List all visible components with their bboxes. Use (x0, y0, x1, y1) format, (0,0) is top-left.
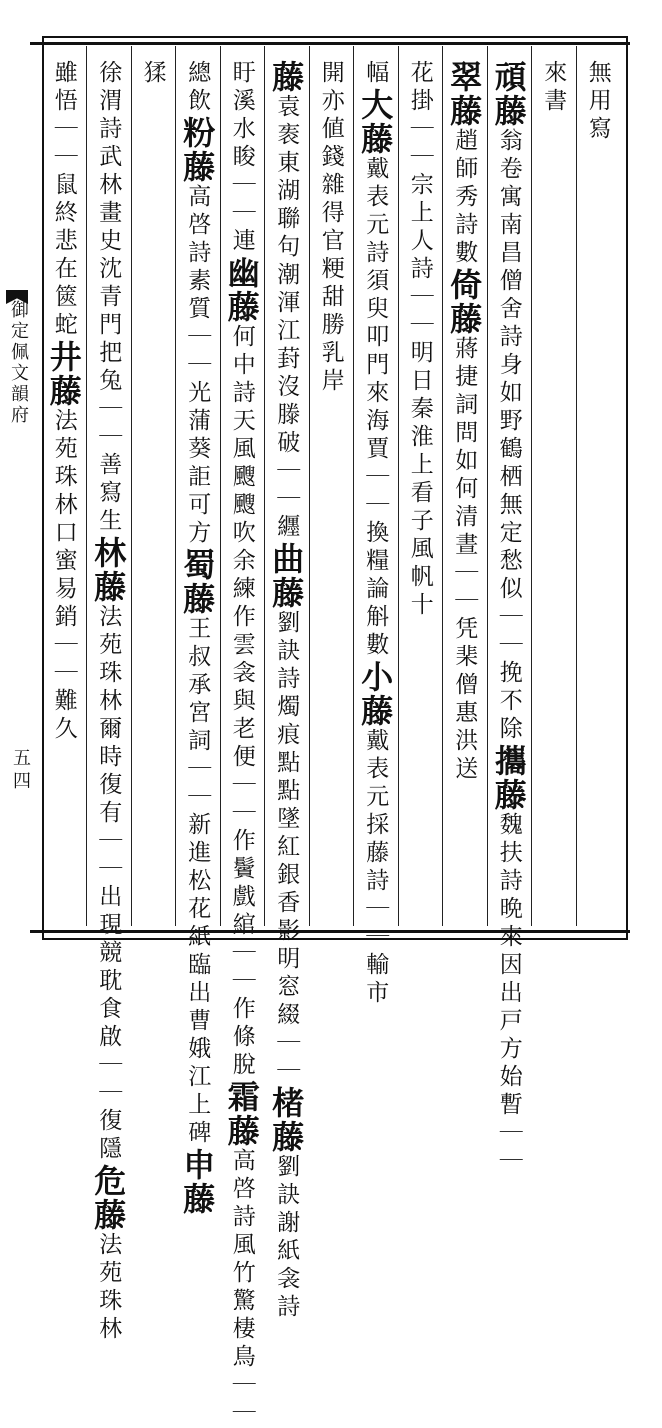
headword: 申藤 (178, 1148, 217, 1216)
text-column (42, 46, 87, 926)
column-text: 開 (317, 60, 344, 88)
column-text: 翁卷寓南昌僧舍詩身如野鶴栖無定愁似｜｜挽不除 (495, 128, 522, 744)
column-text: 蔣捷詞問如何清晝｜｜凭棐僧惠洪送 (451, 336, 478, 784)
column-text: 劉訣謝紙衾詩 (273, 1154, 300, 1322)
column-text: 高啓詩風竹驚棲鳥｜｜ (228, 1148, 255, 1428)
column-divider (442, 46, 443, 926)
column-text: 高啓詩素質｜｜光蒲葵詎可方 (184, 184, 211, 548)
column-divider (309, 46, 310, 926)
column-text: 岸 (317, 368, 344, 396)
page-number-text: 五四 (10, 748, 31, 794)
column-text: 亦値錢雜得官粳甜勝乳 (317, 88, 344, 368)
column-text: 劉訣詩燭痕點點墜紅銀香影明窓綴｜｜ (273, 610, 300, 1086)
headword: 大藤 (356, 88, 395, 156)
headword: 藤 (267, 60, 306, 94)
column-divider (86, 46, 87, 926)
column-divider (531, 46, 532, 926)
text-column (576, 46, 621, 926)
column-text: 猱 (139, 60, 166, 88)
headword: 蜀藤 (178, 548, 217, 616)
margin-title-text: 御定佩文韻府 (8, 300, 29, 426)
column-text: 戴表元採藤詩｜｜輸市 (362, 728, 389, 1008)
page-number (2, 748, 38, 794)
text-column (531, 46, 576, 926)
text-column (398, 46, 443, 926)
column-text: 法苑珠林爾時復有｜｜出現競耽食啟｜｜復隱 (95, 604, 122, 1164)
column-text: 王叔承宮詞｜｜新進松花紙臨出曹娥江上碑 (184, 616, 211, 1148)
column-divider (131, 46, 132, 926)
margin-title (2, 300, 34, 426)
column-text: 趙師秀詩數 (451, 128, 478, 268)
headword: 頑藤 (489, 60, 528, 128)
column-text: 袁袠東湖聯句潮渾江葑沒滕破｜｜纒 (273, 94, 300, 542)
column-text: 幅 (362, 60, 389, 88)
column-text: 法苑珠林 (95, 1232, 122, 1344)
column-text: 魏扶詩晩來因出戸方始暫｜｜ (495, 812, 522, 1176)
text-column (487, 46, 532, 1176)
text-column (353, 46, 398, 1008)
headword: 曲藤 (267, 542, 306, 610)
column-text: 徐渭詩武林畫史沈青門把兔｜｜善寫生 (95, 60, 122, 536)
column-text: 何中詩天風颼颼吹余練作雲衾與老便｜｜作鬢戲綰｜｜作條脫 (228, 324, 255, 1080)
headword: 粉藤 (178, 116, 217, 184)
column-divider (264, 46, 265, 926)
column-divider (398, 46, 399, 926)
headword: 幽藤 (222, 256, 261, 324)
top-rule (30, 42, 630, 45)
column-divider (487, 46, 488, 926)
text-column (309, 46, 354, 926)
headword: 倚藤 (445, 268, 484, 336)
column-text: 戴表元詩須臾叩門來海賈｜｜換糧論斛數 (362, 156, 389, 660)
column-text: 來書 (540, 60, 567, 116)
column-divider (220, 46, 221, 926)
column-text: 宗上人詩｜｜明日秦淮上看子風帆十 (406, 172, 433, 620)
text-column (131, 46, 176, 926)
column-divider (576, 46, 577, 926)
text-column (264, 46, 309, 1322)
headword: 危藤 (89, 1164, 128, 1232)
column-divider (175, 46, 176, 926)
text-column (175, 46, 220, 1216)
text-column (220, 46, 265, 1428)
text-column (86, 46, 131, 1344)
headword: 霜藤 (222, 1080, 261, 1148)
column-text: 總飲 (184, 60, 211, 116)
column-text: 盱溪水睃｜｜連 (228, 60, 255, 256)
column-text: 法苑珠林口蜜易銷｜｜難久 (50, 408, 77, 744)
headword: 楮藤 (267, 1086, 306, 1154)
headword: 攜藤 (489, 744, 528, 812)
column-text: 花掛｜｜ (406, 60, 433, 172)
headword: 小藤 (356, 660, 395, 728)
column-text: 終悲在篋蛇 (50, 200, 77, 340)
column-text: 無用寫 (584, 60, 611, 144)
headword: 林藤 (89, 536, 128, 604)
column-divider (353, 46, 354, 926)
text-column (442, 46, 487, 926)
headword: 井藤 (44, 340, 83, 408)
headword: 翠藤 (445, 60, 484, 128)
column-text: 雖悟｜｜鼠 (50, 60, 77, 200)
